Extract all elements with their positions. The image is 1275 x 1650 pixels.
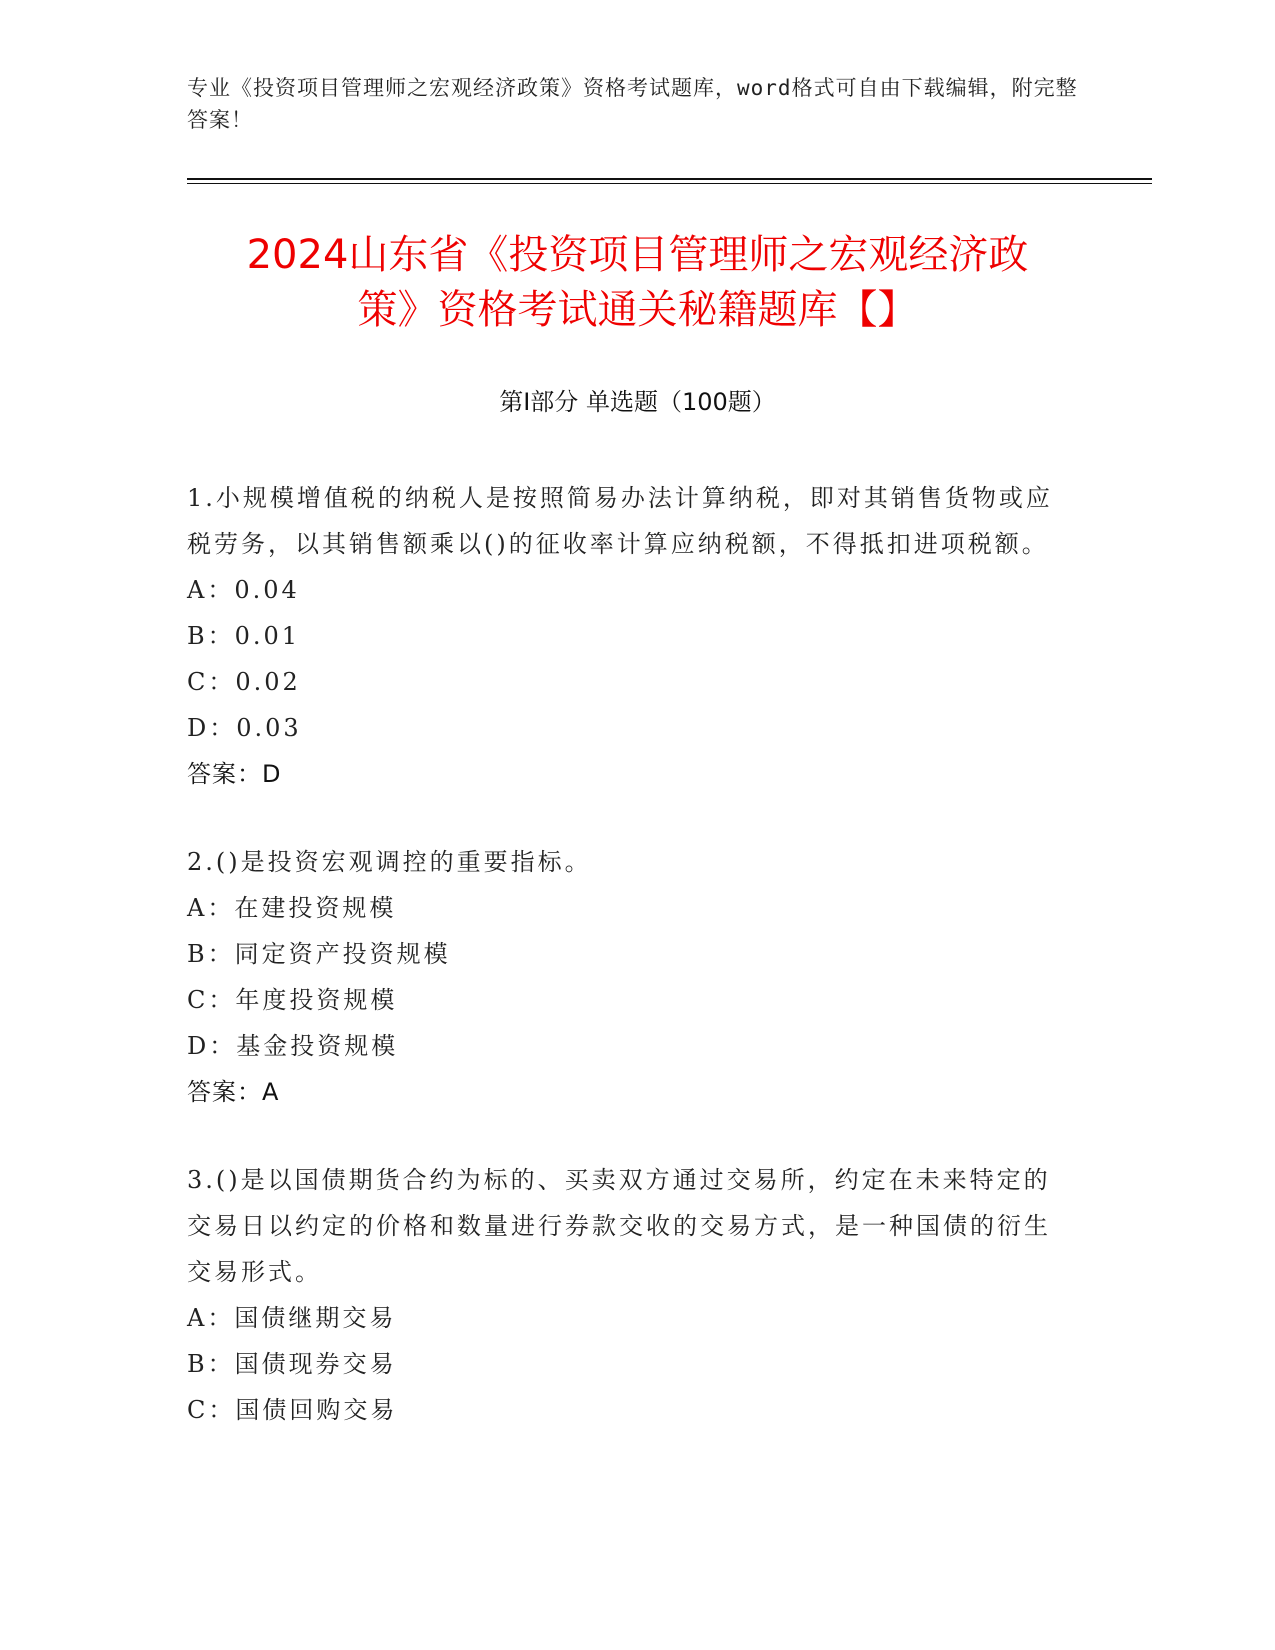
option-b bbox=[187, 1341, 1067, 1387]
option-letter: C： bbox=[187, 668, 236, 696]
option-letter: A： bbox=[187, 1304, 235, 1332]
answer-line: 答案：D bbox=[187, 760, 282, 788]
document-title-line-1: 2024山东省《投资项目管理师之宏观经济政 bbox=[246, 232, 1029, 278]
option-letter: D： bbox=[187, 714, 237, 742]
question-list bbox=[187, 475, 1067, 1475]
option-letter: C： bbox=[187, 986, 236, 1014]
option-letter: B： bbox=[187, 622, 235, 650]
option-text: 同定资产投资规模 bbox=[234, 940, 451, 968]
option-text: 在建投资规模 bbox=[234, 894, 397, 922]
option-a bbox=[187, 567, 1067, 613]
option-text: 国债现券交易 bbox=[234, 1350, 397, 1378]
option-a bbox=[187, 885, 1067, 931]
question-1 bbox=[187, 475, 1067, 797]
option-letter: D： bbox=[187, 1032, 237, 1060]
option-text: 国债回购交易 bbox=[235, 1396, 398, 1424]
option-letter: C： bbox=[187, 1396, 236, 1424]
section-title: 第Ⅰ部分 单选题（100题） bbox=[499, 388, 776, 416]
option-b bbox=[187, 613, 1067, 659]
option-a bbox=[187, 1295, 1067, 1341]
option-text: 0.04 bbox=[234, 576, 300, 604]
question-3 bbox=[187, 1157, 1067, 1433]
option-d bbox=[187, 705, 1067, 751]
option-c bbox=[187, 977, 1067, 1023]
option-text: 年度投资规模 bbox=[235, 986, 398, 1014]
question-stem: 2.()是投资宏观调控的重要指标。 bbox=[187, 848, 592, 876]
option-text: 0.03 bbox=[236, 714, 302, 742]
header-divider-thick bbox=[187, 178, 1152, 180]
header-divider-thin bbox=[187, 183, 1152, 184]
option-text: 国债继期交易 bbox=[234, 1304, 397, 1332]
option-d bbox=[187, 1023, 1067, 1069]
option-text: 0.02 bbox=[235, 668, 301, 696]
option-text: 基金投资规模 bbox=[236, 1032, 399, 1060]
option-letter: A： bbox=[187, 894, 235, 922]
option-c bbox=[187, 1387, 1067, 1433]
header-note: 专业《投资项目管理师之宏观经济政策》资格考试题库，word格式可自由下载编辑，附完整答案！ bbox=[187, 76, 1078, 132]
option-c bbox=[187, 659, 1067, 705]
question-stem: 3.()是以国债期货合约为标的、买卖双方通过交易所，约定在未来特定的交易日以约定的价格和数量进行券款交收的交易方式，是一种国债的衍生交易形式。 bbox=[187, 1166, 1051, 1286]
option-b bbox=[187, 931, 1067, 977]
document-title bbox=[120, 228, 1155, 338]
option-letter: B： bbox=[187, 1350, 235, 1378]
document-title-line-2: 策》资格考试通关秘籍题库【】 bbox=[357, 287, 918, 333]
answer-line: 答案：A bbox=[187, 1078, 280, 1106]
option-text: 0.01 bbox=[234, 622, 301, 650]
option-letter: A： bbox=[187, 576, 235, 604]
question-2 bbox=[187, 839, 1067, 1115]
option-letter: B： bbox=[187, 940, 235, 968]
question-stem: 1.小规模增值税的纳税人是按照简易办法计算纳税，即对其销售货物或应税劳务，以其销售额乘以()的征收率计算应纳税额，不得抵扣进项税额。 bbox=[187, 484, 1053, 558]
